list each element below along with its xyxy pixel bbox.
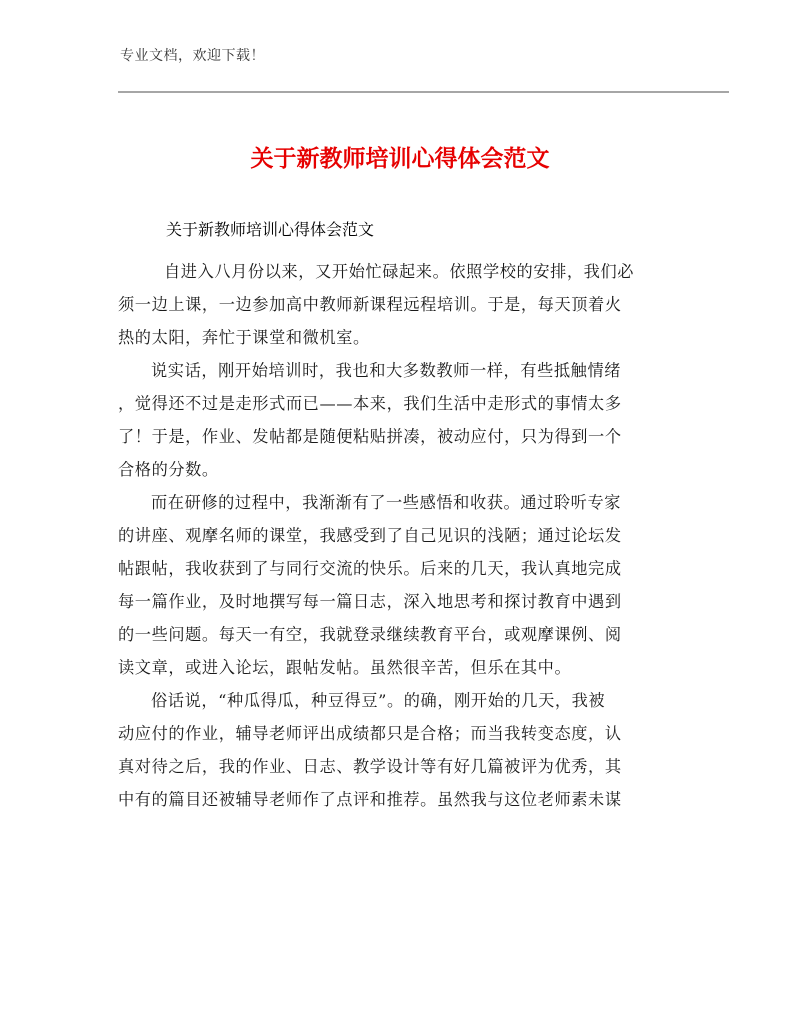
- paragraph-line: ，觉得还不过是走形式而已——本来，我们生活中走形式的事情太多: [118, 394, 622, 413]
- paragraph: [118, 684, 678, 816]
- paragraph: [118, 255, 678, 354]
- paragraph: [118, 354, 678, 486]
- document-subtitle: 关于新教师培训心得体会范文: [166, 220, 375, 239]
- paragraph: [118, 486, 678, 684]
- paragraph-line: 合格的分数。: [118, 460, 219, 479]
- paragraph-line: 的讲座、观摩名师的课堂，我感受到了自己见识的浅陋；通过论坛发: [118, 526, 622, 545]
- paragraph-line: 了！于是，作业、发帖都是随便粘贴拼凑，被动应付，只为得到一个: [118, 427, 622, 446]
- paragraph-line: 的一些问题。每天一有空，我就登录继续教育平台，或观摩课例、阅: [118, 625, 622, 644]
- paragraph-line: 而在研修的过程中，我渐渐有了一些感悟和收获。通过聆听专家: [151, 493, 622, 512]
- paragraph-line: 热的太阳，奔忙于课堂和微机室。: [118, 328, 370, 347]
- header-divider: [118, 91, 729, 93]
- document-body: [118, 255, 678, 816]
- paragraph-line: 须一边上课，一边参加高中教师新课程远程培训。于是，每天顶着火: [118, 295, 622, 314]
- page-header-text: 专业文档，欢迎下载！: [120, 48, 265, 64]
- paragraph-line: 动应付的作业，辅导老师评出成绩都只是合格；而当我转变态度，认: [118, 724, 622, 743]
- paragraph-line: 读文章，或进入论坛，跟帖发帖。虽然很辛苦，但乐在其中。: [118, 658, 572, 677]
- paragraph-line: 俗话说，“种瓜得瓜，种豆得豆”。的确，刚开始的几天，我被: [151, 691, 606, 710]
- paragraph-line: 帖跟帖，我收获到了与同行交流的快乐。后来的几天，我认真地完成: [118, 559, 622, 578]
- paragraph-line: 每一篇作业，及时地撰写每一篇日志，深入地思考和探讨教育中遇到: [118, 592, 622, 611]
- paragraph-line: 说实话，刚开始培训时，我也和大多数教师一样，有些抵触情绪: [151, 361, 622, 380]
- paragraph-line: 真对待之后，我的作业、日志、教学设计等有好几篇被评为优秀，其: [118, 757, 622, 776]
- document-title: 关于新教师培训心得体会范文: [250, 146, 550, 172]
- paragraph-line: 中有的篇目还被辅导老师作了点评和推荐。虽然我与这位老师素未谋: [118, 790, 622, 809]
- paragraph-line: 自进入八月份以来，又开始忙碌起来。依照学校的安排，我们必: [164, 262, 635, 281]
